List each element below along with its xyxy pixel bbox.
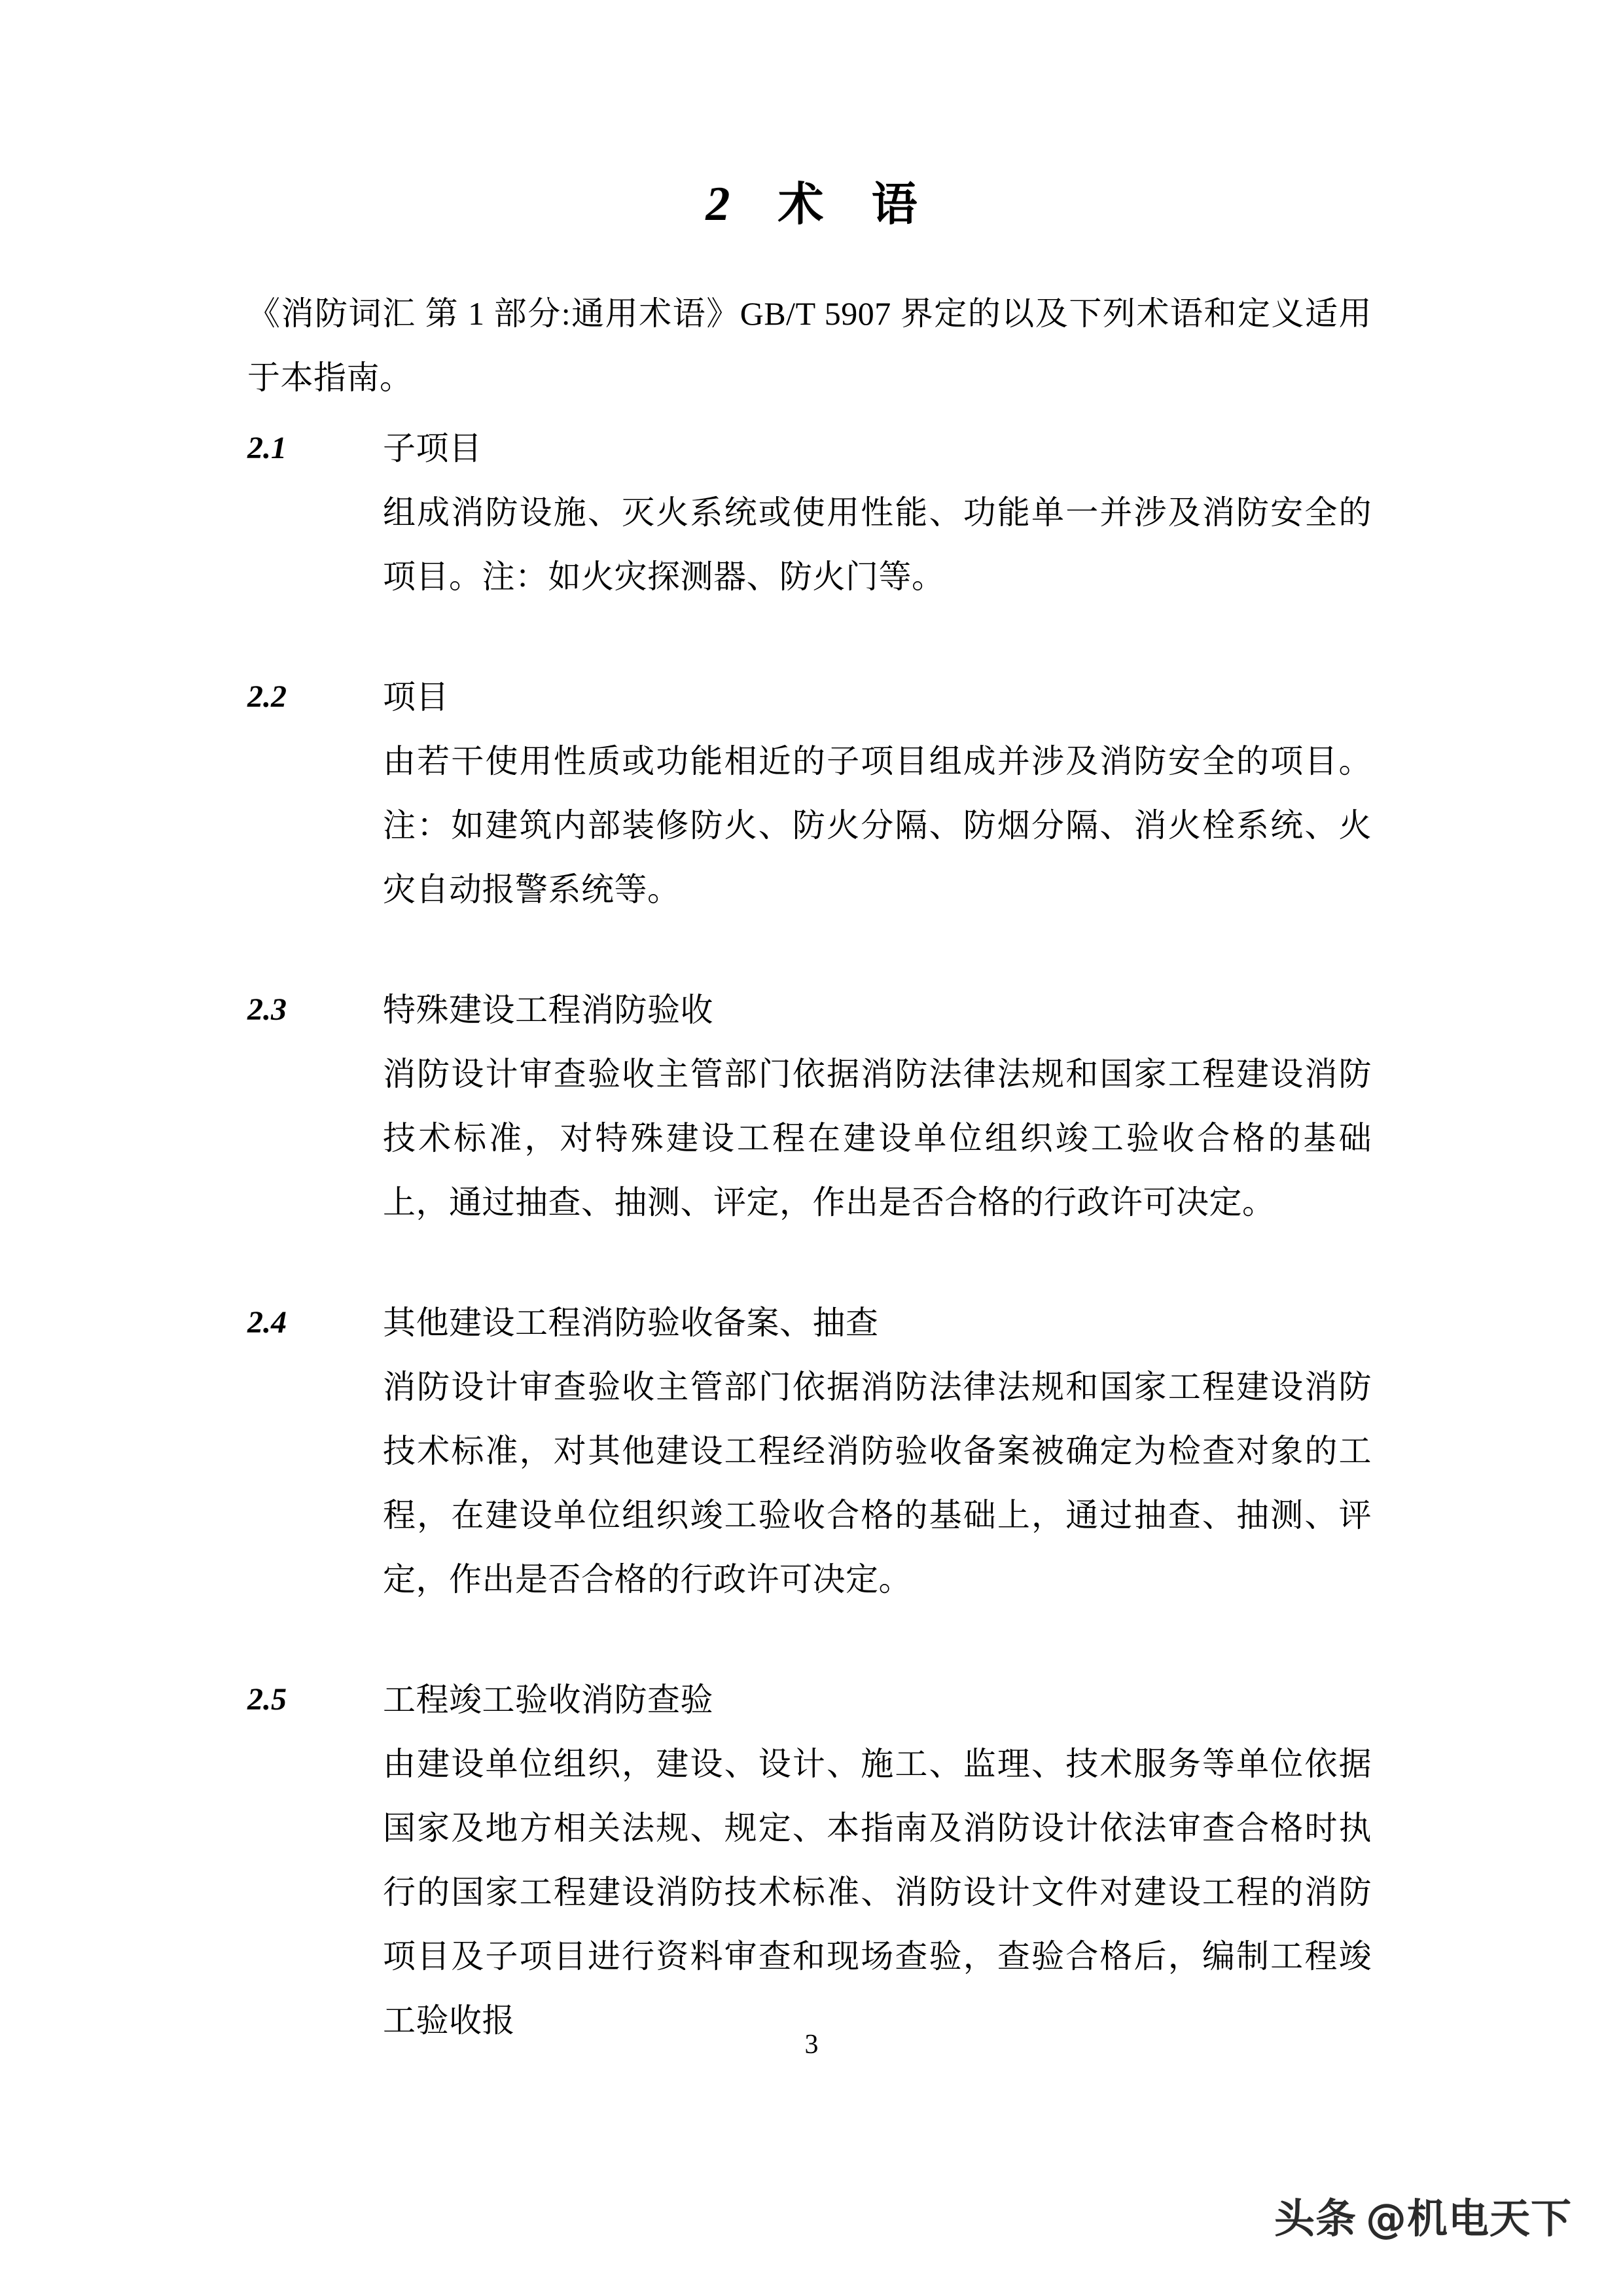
section-2-3 <box>247 978 1372 1234</box>
section-body: 由若干使用性质或功能相近的子项目组成并涉及消防安全的项目。注：如建筑内部装修防火、防火分隔、防烟分隔、消火栓系统、火灾自动报警系统等。 <box>383 743 1372 908</box>
page-number: 3 <box>804 2030 819 2060</box>
watermark <box>1274 2186 1572 2244</box>
section-2-2 <box>247 665 1372 922</box>
page-title-char-1: 术 <box>777 177 824 231</box>
document-body <box>247 281 1372 2053</box>
section-heading <box>247 665 1372 729</box>
section-2-1 <box>247 416 1372 609</box>
section-number: 2.5 <box>247 1682 287 1717</box>
section-heading <box>247 978 1372 1042</box>
section-spacer <box>247 922 1372 971</box>
section-number: 2.4 <box>247 1305 287 1340</box>
section-heading <box>247 1291 1372 1355</box>
section-body: 消防设计审查验收主管部门依据消防法律法规和国家工程建设消防技术标准，对其他建设工程经消防验收备案被确定为检查对象的工程，在建设单位组织竣工验收合格的基础上，通过抽查、抽测、评定，作出是否合格的行政许可决定。 <box>383 1369 1372 1598</box>
page-title-number: 2 <box>705 177 730 231</box>
page-title <box>0 178 1623 231</box>
section-2-5 <box>247 1668 1372 2053</box>
section-body: 消防设计审查验收主管部门依据消防法律法规和国家工程建设消防技术标准，对特殊建设工程在建设单位组织竣工验收合格的基础上，通过抽查、抽测、评定，作出是否合格的行政许可决定。 <box>383 1056 1372 1221</box>
section-spacer <box>247 1234 1372 1284</box>
section-spacer <box>247 609 1372 658</box>
watermark-brand: 头条 <box>1274 2195 1357 2242</box>
section-spacer <box>247 1611 1372 1661</box>
watermark-handle: @机电天下 <box>1365 2195 1572 2242</box>
section-heading <box>247 1668 1372 1732</box>
section-number: 2.2 <box>247 679 287 714</box>
section-heading <box>247 416 1372 480</box>
section-2-4 <box>247 1291 1372 1611</box>
section-number: 2.3 <box>247 992 287 1027</box>
page-title-char-2: 语 <box>871 177 918 231</box>
section-title: 其他建设工程消防验收备案、抽查 <box>383 1304 879 1341</box>
section-body: 由建设单位组织，建设、设计、施工、监理、技术服务等单位依据国家及地方相关法规、规定、本指南及消防设计依法审查合格时执行的国家工程建设消防技术标准、消防设计文件对建设工程的消防项目及子项目进行资料审查和现场查验，查验合格后，编制工程竣工验收报 <box>383 1746 1372 2039</box>
section-title: 工程竣工验收消防查验 <box>383 1681 713 1718</box>
section-body: 组成消防设施、灭火系统或使用性能、功能单一并涉及消防安全的项目。注：如火灾探测器、防火门等。 <box>383 494 1372 595</box>
section-number: 2.1 <box>247 431 287 465</box>
intro-paragraph: 《消防词汇 第 1 部分:通用术语》GB/T 5907 界定的以及下列术语和定义适用于本指南。 <box>247 295 1372 396</box>
section-title: 项目 <box>383 679 449 715</box>
section-title: 子项目 <box>383 430 482 467</box>
section-title: 特殊建设工程消防验收 <box>383 992 713 1028</box>
